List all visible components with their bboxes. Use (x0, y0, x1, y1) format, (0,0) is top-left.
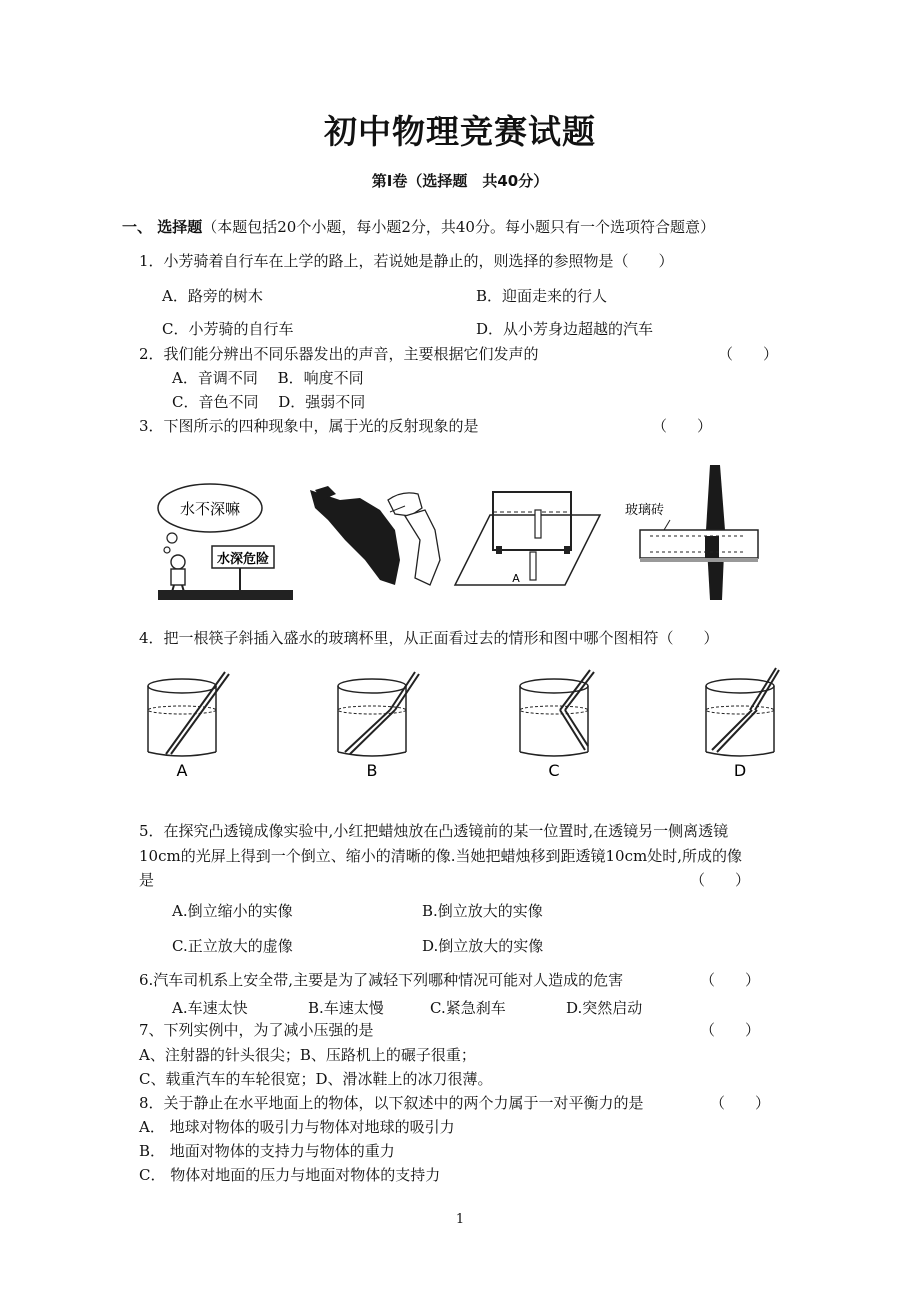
q6-answer-bracket[interactable]: （ ） (700, 971, 761, 989)
q7-options-line-2[interactable]: C、载重汽车的车轮很宽；D、滑冰鞋上的冰刀很薄。 (139, 1070, 493, 1088)
fig1-sign-text: 水深危险 (216, 552, 270, 567)
q6-stem: 6.汽车司机系上安全带,主要是为了减轻下列哪种情况可能对人造成的危害 (139, 971, 624, 989)
q1-stem: 1．小芳骑着自行车在上学的路上，若说她是静止的，则选择的参照物是（ ） (139, 252, 674, 270)
glass-b-label: B (366, 761, 378, 780)
glass-a-illustration (148, 672, 229, 780)
q5-option-a[interactable]: A.倒立缩小的实像 (172, 902, 293, 920)
section-heading (122, 216, 715, 237)
q4-figures (140, 664, 780, 784)
q4-stem: 4．把一根筷子斜插入盛水的玻璃杯里，从正面看过去的情形和图中哪个图相符（ ） (139, 629, 719, 647)
q3-figures (150, 460, 780, 610)
q5-line-3: 是 (139, 871, 155, 889)
fig1-boy-river-illustration (158, 484, 293, 600)
glass-c-label: C (548, 761, 560, 780)
fig2-hand-shadow-illustration (310, 486, 440, 585)
fig4-glass-block-illustration (625, 465, 758, 600)
glass-d-illustration (706, 668, 779, 780)
q6-option-d[interactable]: D.突然启动 (566, 999, 643, 1017)
q2-answer-bracket[interactable]: （ ） (718, 345, 779, 363)
q2-options-cd[interactable]: C．音色不同 D．强弱不同 (172, 393, 366, 411)
q1-option-d[interactable]: D．从小芳身边超越的汽车 (476, 320, 654, 338)
q3-answer-bracket[interactable]: （ ） (652, 417, 713, 435)
section-subtitle: 第Ⅰ卷（选择题 共40分） (371, 172, 549, 190)
q5-answer-bracket[interactable]: （ ） (690, 871, 751, 889)
glass-d-label: D (733, 761, 747, 780)
q7-options-line-1[interactable]: A、注射器的针头很尖；B、压路机上的碾子很重； (139, 1046, 476, 1064)
q2-stem: 2．我们能分辨出不同乐器发出的声音，主要根据它们发声的 (139, 345, 539, 363)
section-label: 一、 选择题 (122, 218, 203, 236)
fig3-label: A (512, 572, 520, 585)
q5-option-b[interactable]: B.倒立放大的实像 (422, 902, 543, 920)
section-desc: （本题包括20个小题，每小题2分，共40分。每小题只有一个选项符合题意） (202, 218, 715, 236)
fig1-bubble-text: 水不深嘛 (179, 500, 241, 518)
q5-line-1: 5．在探究凸透镜成像实验中,小红把蜡烛放在凸透镜前的某一位置时,在透镜另一侧离透镜 (139, 822, 729, 840)
fig4-label: 玻璃砖 (625, 503, 665, 518)
page-title: 初中物理竞赛试题 (324, 112, 596, 151)
q5-line-2: 10cm的光屏上得到一个倒立、缩小的清晰的像.当她把蜡烛移到距透镜10cm处时,所成的像 (139, 847, 742, 865)
glass-c-illustration (520, 670, 594, 780)
q7-answer-bracket[interactable]: （ ） (700, 1021, 761, 1039)
q6-option-c[interactable]: C.紧急刹车 (430, 999, 506, 1017)
q8-answer-bracket[interactable]: （ ） (710, 1094, 771, 1112)
glass-b-illustration (338, 672, 419, 780)
glass-a-label: A (176, 761, 188, 780)
q2-options-ab[interactable]: A．音调不同 B．响度不同 (172, 369, 364, 387)
q6-option-a[interactable]: A.车速太快 (172, 999, 248, 1017)
fig3-plane-mirror-illustration (455, 492, 600, 585)
q8-stem: 8．关于静止在水平地面上的物体，以下叙述中的两个力属于一对平衡力的是 (139, 1094, 644, 1112)
q1-option-a[interactable]: A．路旁的树木 (162, 287, 263, 305)
q3-stem: 3．下图所示的四种现象中，属于光的反射现象的是 (139, 417, 479, 435)
q1-option-b[interactable]: B．迎面走来的行人 (476, 287, 608, 305)
q8-option-c[interactable]: C． 物体对地面的压力与地面对物体的支持力 (139, 1166, 441, 1184)
q8-option-a[interactable]: A． 地球对物体的吸引力与物体对地球的吸引力 (139, 1118, 455, 1136)
q5-option-d[interactable]: D.倒立放大的实像 (422, 937, 544, 955)
q7-stem: 7、下列实例中，为了减小压强的是 (139, 1021, 374, 1039)
q5-option-c[interactable]: C.正立放大的虚像 (172, 937, 293, 955)
q6-option-b[interactable]: B.车速太慢 (308, 999, 384, 1017)
q1-option-c[interactable]: C．小芳骑的自行车 (162, 320, 294, 338)
q8-option-b[interactable]: B． 地面对物体的支持力与物体的重力 (139, 1142, 395, 1160)
page-number: 1 (455, 1212, 465, 1227)
